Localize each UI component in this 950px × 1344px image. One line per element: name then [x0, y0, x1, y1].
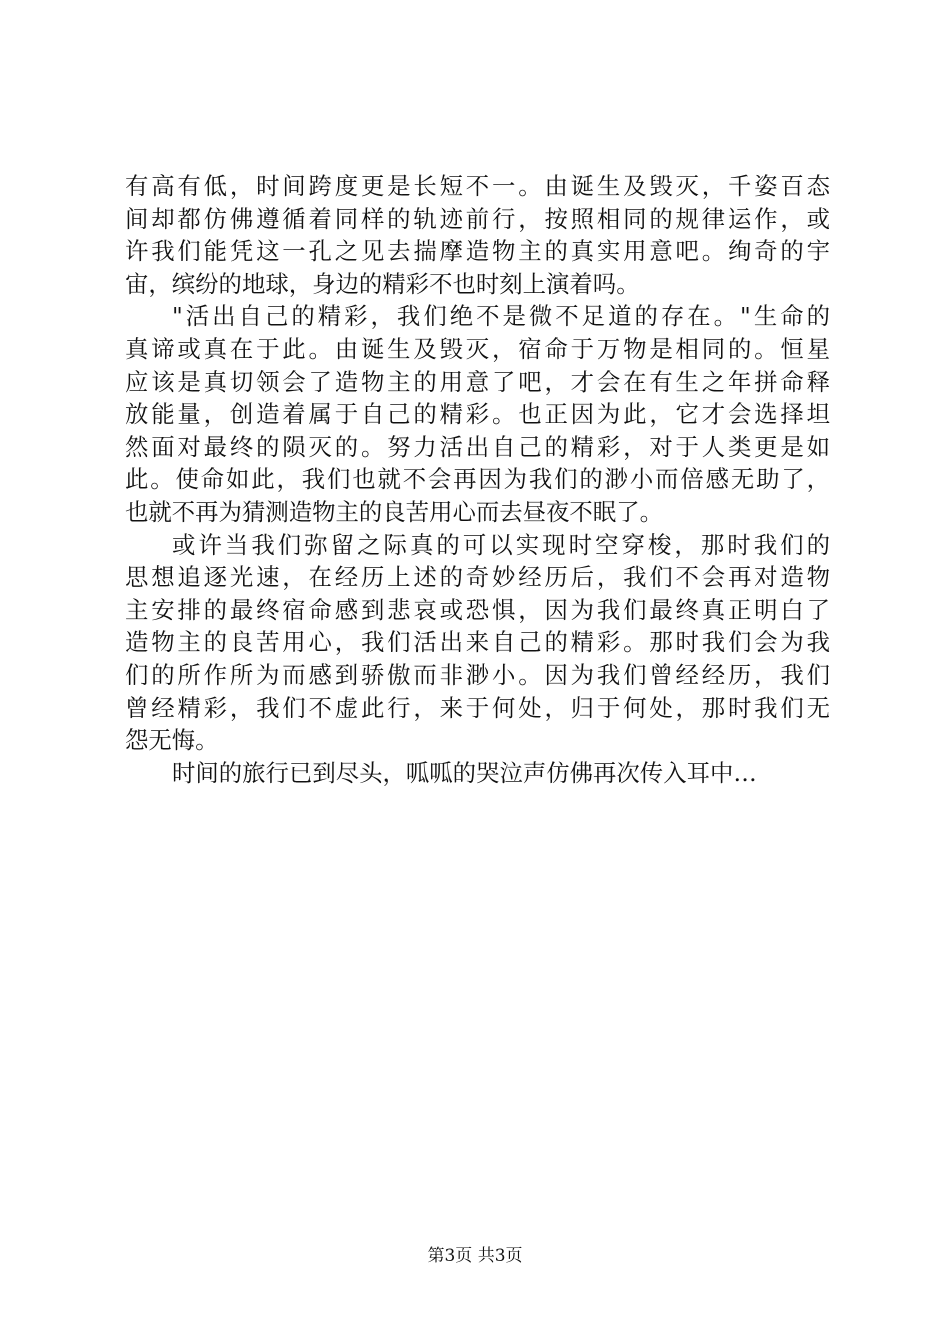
text-line: "活出自己的精彩，我们绝不是微不足道的存在。"生命的: [172, 302, 830, 331]
text-line: 真谛或真在于此。由诞生及毁灭，宿命于万物是相同的。恒星: [125, 334, 830, 363]
text-line: 有高有低，时间跨度更是长短不一。由诞生及毁灭，千姿百态: [125, 172, 830, 200]
text-line: 放能量，创造着属于自己的精彩。也正因为此，它才会选择坦: [125, 400, 830, 429]
text-line: 间却都仿佛遵循着同样的轨迹前行，按照相同的规律运作，或: [125, 204, 830, 233]
text-line: 时间的旅行已到尽头，呱呱的哭泣声仿佛再次传入耳中…: [172, 758, 757, 787]
text-line: 曾经精彩，我们不虚此行，来于何处，归于何处，那时我们无: [125, 693, 830, 722]
document-body: [125, 170, 830, 789]
text-line: 许我们能凭这一孔之见去揣摩造物主的真实用意吧。绚奇的宇: [125, 237, 830, 266]
text-line: 然面对最终的陨灭的。努力活出自己的精彩，对于人类更是如: [125, 432, 830, 461]
text-line: 造物主的良苦用心，我们活出来自己的精彩。那时我们会为我: [125, 628, 830, 657]
text-line: 宙，缤纷的地球，身边的精彩不也时刻上演着吗。: [125, 269, 640, 298]
text-line: 怨无悔。: [125, 726, 219, 755]
text-line: 们的所作所为而感到骄傲而非渺小。因为我们曾经经历，我们: [125, 660, 830, 689]
text-line: 思想追逐光速，在经历上述的奇妙经历后，我们不会再对造物: [125, 563, 830, 592]
text-line: 也就不再为猜测造物主的良苦用心而去昼夜不眠了。: [125, 497, 663, 526]
text-line: 主安排的最终宿命感到悲哀或恐惧，因为我们最终真正明白了: [125, 595, 830, 624]
page-footer: 第3页 共3页: [427, 1246, 523, 1266]
text-line: 此。使命如此，我们也就不会再因为我们的渺小而倍感无助了，: [125, 465, 830, 494]
text-line: 或许当我们弥留之际真的可以实现时空穿梭，那时我们的: [172, 530, 830, 559]
text-line: 应该是真切领会了造物主的用意了吧，才会在有生之年拼命释: [125, 367, 830, 396]
